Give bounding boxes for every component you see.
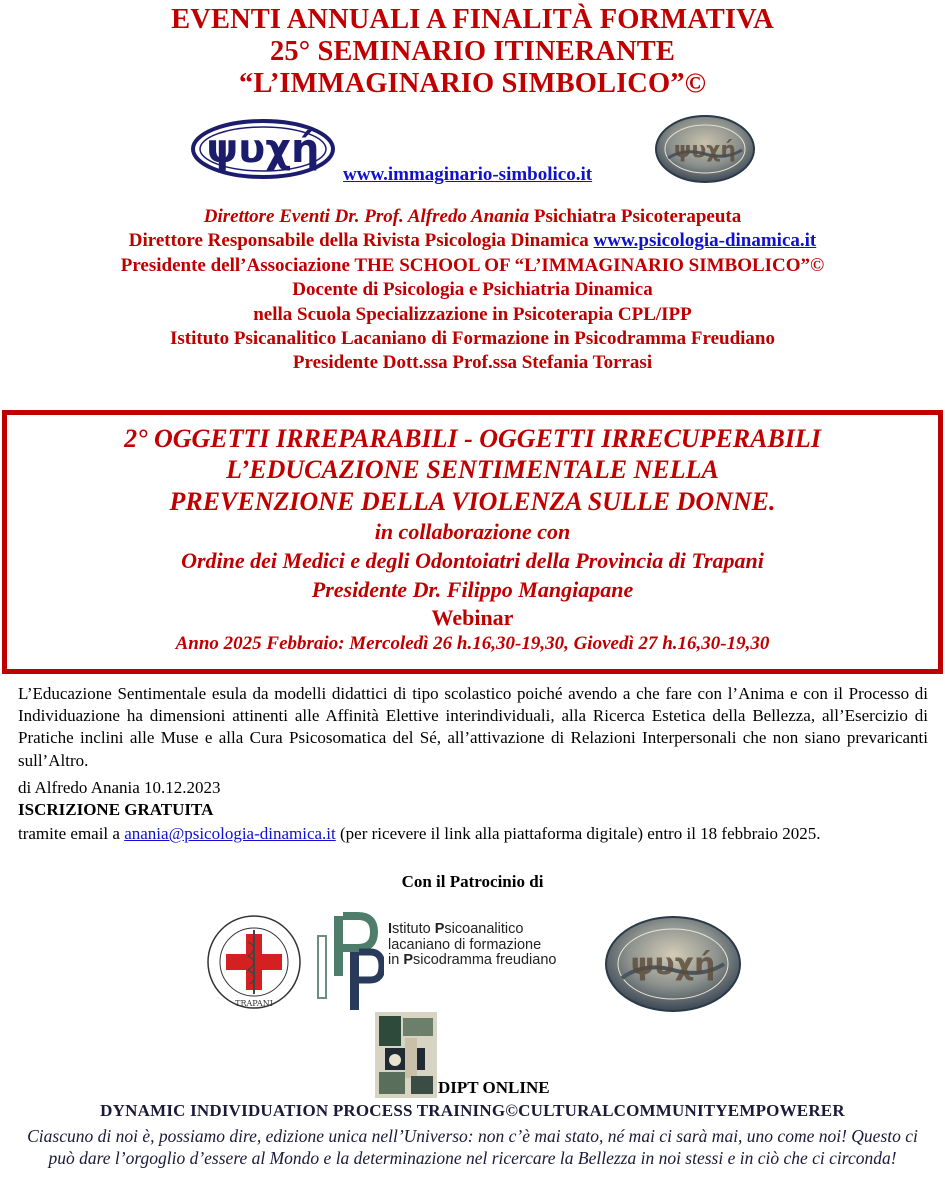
registration-pre: tramite email a — [18, 824, 125, 843]
psyche-medal-logo-bottom — [604, 914, 742, 1014]
omceo-trapani-logo — [200, 912, 308, 1014]
director-line-7: Presidente Dott.ssa Prof.ssa Stefania Torrasi — [292, 352, 653, 374]
closing-quote: Ciascuno di noi è, possiamo dire, edizione unica nell’Universo: non c’è mai stato, né mai ci sarà mai, uno come noi! Questo ci può dare l’orgoglio d’essere al Mondo e la determinazione nel ricercare la Bellezza in noi stessi e in ciò che ci circonda! — [27, 1126, 918, 1168]
journal-link[interactable]: www.psicologia-dinamica.it — [593, 230, 817, 252]
director-line-6: Istituto Psicanalitico Lacaniano di Formazione in Psicodramma Freudiano — [169, 328, 775, 350]
director-line-1 — [0, 205, 945, 229]
psyche-logo-text: ψυχή — [206, 126, 320, 172]
patronage-label: Con il Patrocinio di — [401, 872, 544, 891]
dipt-artwork-logo — [375, 1012, 437, 1098]
ipp-name-line-3: in Psicodramma freudiano — [388, 952, 557, 968]
ipp-name-line-1: Istituto Psicoanalitico — [388, 921, 524, 937]
event-title-2: L’EDUCAZIONE SENTIMENTALE NELLA — [226, 455, 719, 485]
event-title-3: PREVENZIONE DELLA VIOLENZA SULLE DONNE. — [169, 486, 776, 516]
medal-bottom-text: ψυχή — [630, 947, 716, 982]
event-details — [0, 423, 945, 656]
event-header — [0, 4, 945, 100]
ipp-name — [388, 922, 556, 969]
event-ordine: Ordine dei Medici e degli Odontoiatri della Provincia di Trapani — [181, 547, 764, 573]
header-line-2: 25° SEMINARIO ITINERANTE — [270, 36, 675, 67]
event-collaboration: in collaborazione con — [374, 518, 571, 544]
event-dates: Anno 2025 Febbraio: Mercoledì 26 h.16,30-19,30, Giovedì 27 h.16,30-19,30 — [175, 632, 770, 654]
director-line-5: nella Scuola Specializzazione in Psicoterapia CPL/IPP — [253, 303, 692, 325]
director-name: Direttore Eventi Dr. Prof. Alfredo Anania — [203, 206, 530, 227]
dipt-full-title: DYNAMIC INDIVIDUATION PROCESS TRAINING©CULTURALCOMMUNITYEMPOWERER — [100, 1101, 845, 1120]
header-line-3: “L’IMMAGINARIO SIMBOLICO”© — [238, 68, 706, 99]
event-format: Webinar — [431, 604, 514, 630]
journal-director-text: Direttore Responsabile della Rivista Psicologia Dinamica — [128, 230, 594, 252]
registration-info — [18, 823, 928, 846]
medal-logo-text: ψυχή — [673, 138, 737, 163]
director-line-3: Presidente dell’Associazione THE SCHOOL OF “L’IMMAGINARIO SIMBOLICO”© — [120, 254, 825, 276]
dipt-online-title: DIPT ONLINE — [438, 1078, 550, 1097]
registration-title: ISCRIZIONE GRATUITA — [18, 800, 214, 819]
body-paragraph: L’Educazione Sentimentale esula da modelli didattici di tipo scolastico poiché avendo a che fare con l’Anima e con il Processo di Individuazione ha dimensioni attinenti alle Affinità Elettive interindividuali, alla Ricerca Estetica della Bellezza, all’Esercizio di Pratiche inclini alle Muse e alla Cura Psicosomatica del Sé, all’attivazione di Relazioni Interpersonali che non siano prevaricanti sull’Altro. — [18, 684, 928, 770]
event-title-1: 2° OGGETTI IRREPARABILI - OGGETTI IRRECUPERABILI — [124, 424, 821, 453]
header-line-1: EVENTI ANNUALI A FINALITÀ FORMATIVA — [171, 4, 774, 35]
director-block — [0, 205, 945, 376]
registration-post: (per ricevere il link alla piattaforma digitale) entro il 18 febbraio 2025. — [335, 824, 821, 843]
director-title: Psichiatra Psicoterapeuta — [529, 206, 742, 227]
director-line-2 — [0, 229, 945, 253]
omceo-city-text: TRAPANI — [235, 999, 273, 1008]
author-line: di Alfredo Anania 10.12.2023 — [18, 778, 221, 797]
website-link[interactable]: www.immaginario-simbolico.it — [343, 164, 593, 185]
psyche-medal-logo — [654, 114, 756, 184]
ipp-logo — [312, 912, 384, 1012]
psyche-logo — [190, 118, 336, 180]
event-presidente: Presidente Dr. Filippo Mangiapane — [311, 576, 634, 602]
director-line-4: Docente di Psicologia e Psichiatria Dinamica — [292, 279, 653, 301]
ipp-name-line-2: lacaniano di formazione — [388, 936, 542, 953]
registration-email-link[interactable]: anania@psicologia-dinamica.it — [124, 824, 336, 843]
